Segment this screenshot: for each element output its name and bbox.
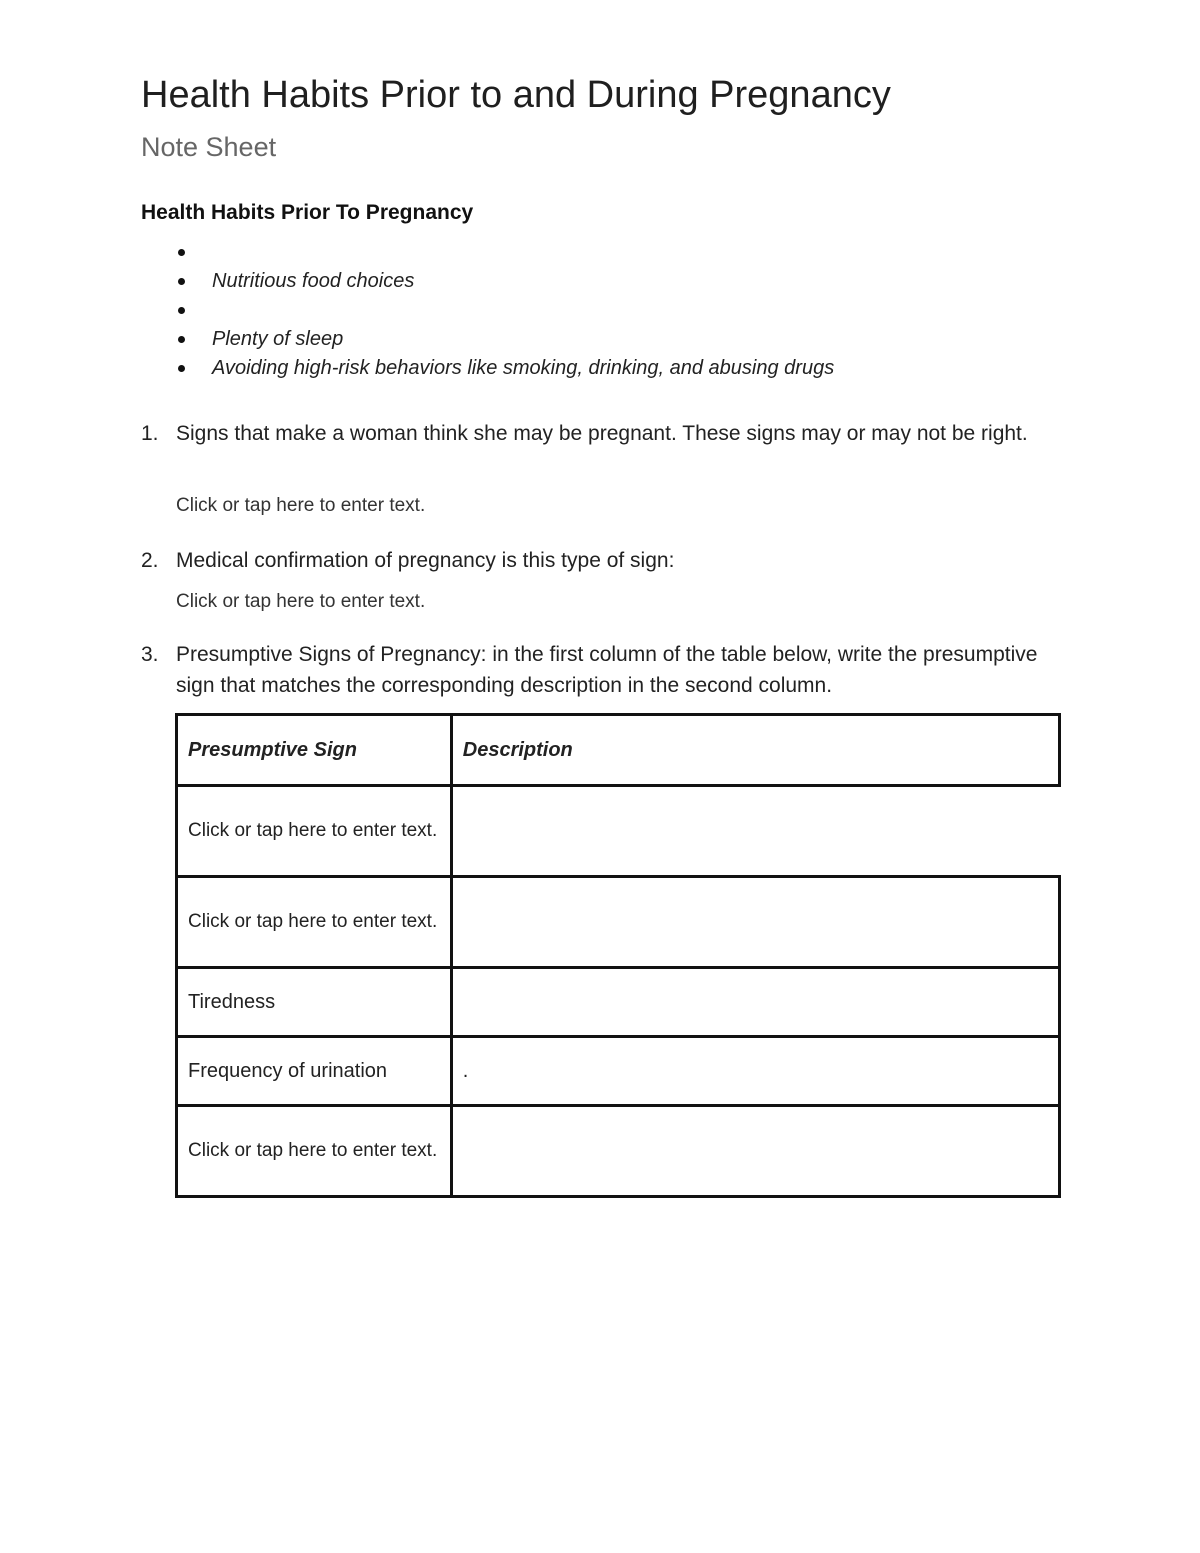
description-cell	[451, 1106, 1059, 1197]
list-item-text: Nutritious food choices	[212, 270, 415, 292]
list-item[interactable]	[176, 325, 834, 354]
bullet-icon	[178, 336, 185, 343]
bullet-icon	[178, 307, 185, 314]
question-number: 1.	[141, 422, 159, 445]
description-cell: .	[451, 1037, 1059, 1106]
health-habits-list	[176, 238, 834, 383]
answer-field-2[interactable]: Click or tap here to enter text.	[176, 591, 426, 612]
list-item[interactable]	[176, 296, 834, 325]
bullet-icon	[178, 249, 185, 256]
sign-input-cell[interactable]: Click or tap here to enter text.	[177, 1106, 452, 1197]
column-header-description: Description	[451, 715, 1059, 786]
sign-input-cell[interactable]: Click or tap here to enter text.	[177, 786, 452, 877]
question-2	[141, 545, 1061, 576]
bullet-icon	[178, 278, 185, 285]
section-heading: Health Habits Prior To Pregnancy	[141, 201, 474, 224]
question-text: Medical confirmation of pregnancy is this type of sign:	[176, 549, 675, 572]
column-header-sign: Presumptive Sign	[177, 715, 452, 786]
table-row	[177, 877, 1060, 968]
question-number: 2.	[141, 549, 159, 572]
question-text: Signs that make a woman think she may be pregnant. These signs may or may not be right.	[176, 422, 1028, 445]
question-1	[141, 418, 1061, 449]
list-item[interactable]	[176, 267, 834, 296]
list-item-text: Avoiding high-risk behaviors like smoking, drinking, and abusing drugs	[212, 357, 835, 379]
question-number: 3.	[141, 643, 159, 666]
table-header-row	[177, 715, 1060, 786]
table-row	[177, 1106, 1060, 1197]
description-cell	[451, 786, 1059, 877]
sign-input-cell[interactable]: Click or tap here to enter text.	[177, 877, 452, 968]
table-row	[177, 1037, 1060, 1106]
description-cell	[451, 877, 1059, 968]
question-3	[141, 639, 1061, 701]
description-cell	[451, 968, 1059, 1037]
table-row	[177, 968, 1060, 1037]
list-item[interactable]	[176, 354, 834, 383]
sign-cell: Frequency of urination	[177, 1037, 452, 1106]
list-item-text: Plenty of sleep	[212, 328, 344, 350]
document-title: Health Habits Prior to and During Pregnancy	[141, 74, 891, 116]
document-subtitle: Note Sheet	[141, 132, 277, 162]
presumptive-signs-table	[175, 713, 1061, 1198]
answer-field-1[interactable]: Click or tap here to enter text.	[176, 495, 426, 516]
question-text: Presumptive Signs of Pregnancy: in the first column of the table below, write the presumptive sign that matches the corresponding description in the second column.	[176, 643, 1038, 697]
sign-cell: Tiredness	[177, 968, 452, 1037]
list-item[interactable]	[176, 238, 834, 267]
table-row	[177, 786, 1060, 877]
bullet-icon	[178, 365, 185, 372]
